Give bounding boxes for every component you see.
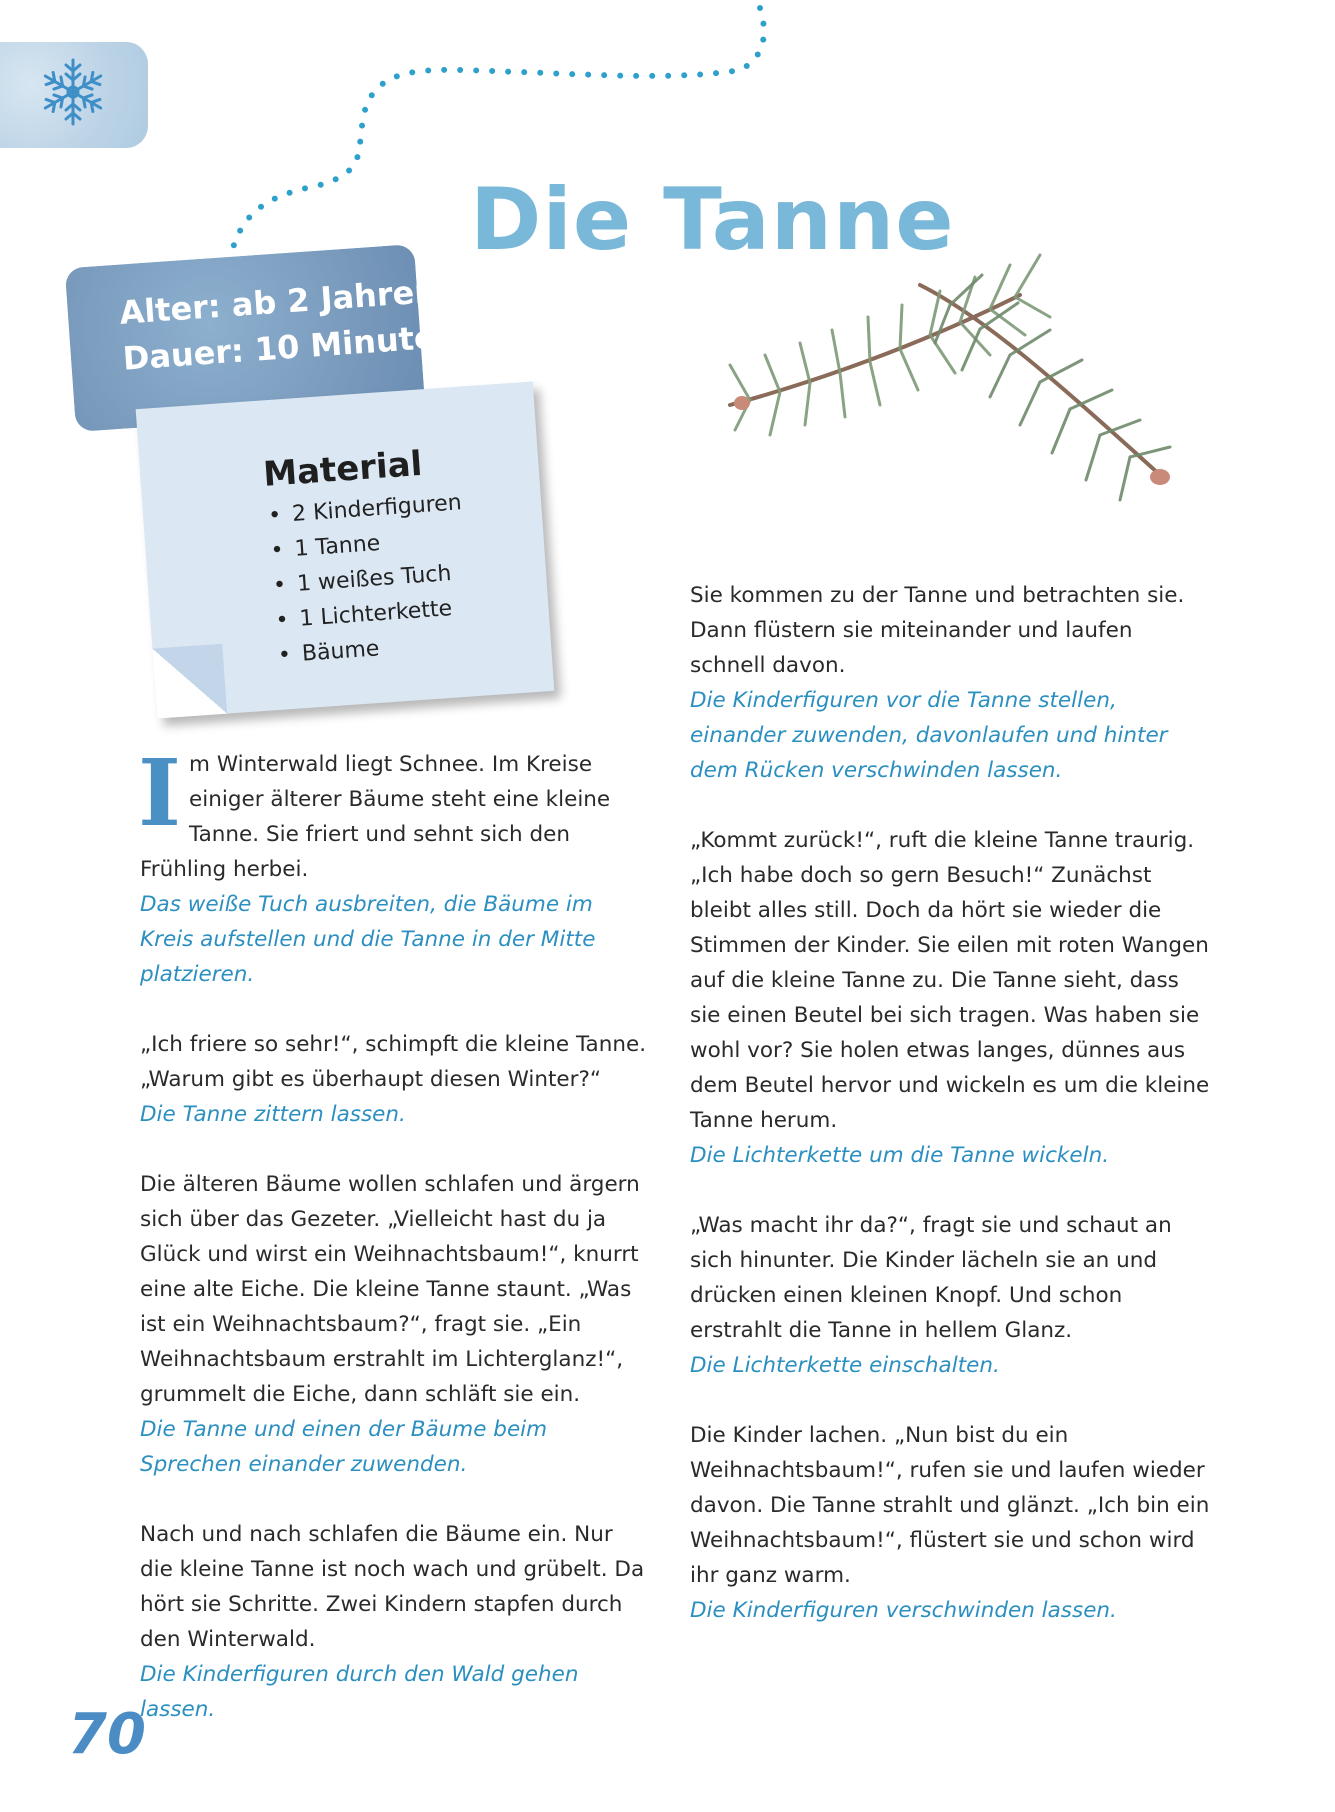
story-text: „Kommt zurück!“, ruft die kleine Tanne traurig. „Ich habe doch so gern Besuch!“ Zunächst bleibt alles still. Doch da hört sie wieder die Stimmen der Kinder. Sie eilen mit roten Wangen auf die kleine Tanne zu. Die Tanne sieht, dass sie einen Beutel bei sich tragen. Was haben sie wohl vor? Sie holen etwas langes, dünnes aus dem Beutel hervor und wickeln es um die kleine Tanne herum.	[690, 828, 1210, 1133]
story-text: Sie kommen zu der Tanne und betrachten sie. Dann flüstern sie miteinander und laufen schnell davon.	[690, 583, 1185, 678]
story-paragraph	[690, 823, 1210, 1173]
material-heading: Material	[262, 443, 424, 495]
snowflake-icon	[38, 54, 108, 130]
material-item: • 1 Tanne	[293, 520, 465, 567]
story-paragraph	[140, 1517, 650, 1727]
material-content	[262, 441, 473, 673]
story-paragraph	[140, 1027, 650, 1132]
age-label: Alter: ab 2 Jahren	[118, 271, 439, 332]
material-item: • 2 Kinderfiguren	[291, 485, 463, 532]
story-paragraph	[690, 1208, 1210, 1383]
material-item: • 1 Lichterkette	[298, 590, 470, 637]
stage-instruction: Das weiße Tuch ausbreiten, die Bäume im Kreis aufstellen und die Tanne in der Mitte platzieren.	[140, 892, 596, 987]
story-paragraph	[140, 1167, 650, 1482]
story-column-right	[690, 578, 1210, 1663]
material-item: • 1 weißes Tuch	[296, 555, 468, 602]
story-text: Die Kinder lachen. „Nun bist du ein Weihnachtsbaum!“, rufen sie und laufen wieder davon. Die Tanne strahlt und glänzt. „Ich bin ein Weihnachtsbaum!“, flüstert sie und schon wird ihr ganz warm.	[690, 1423, 1210, 1588]
story-paragraph	[690, 578, 1210, 788]
fir-branch-illustration	[720, 225, 1200, 545]
stage-instruction: Die Lichterkette um die Tanne wickeln.	[690, 1143, 1110, 1168]
story-text: Die älteren Bäume wollen schlafen und ärgern sich über das Gezeter. „Vielleicht hast du ja Glück und wirst ein Weihnachtsbaum!“, knurrt eine alte Eiche. Die kleine Tanne staunt. „Was ist ein Weihnachtsbaum?“, fragt sie. „Ein Weihnachtsbaum erstrahlt im Lichterglanz!“, grummelt die Eiche, dann schläft sie ein.	[140, 1172, 640, 1407]
stage-instruction: Die Kinderfiguren vor die Tanne stellen, einander zuwenden, davonlaufen und hinter dem Rücken verschwinden lassen.	[690, 688, 1168, 783]
story-text: Nach und nach schlafen die Bäume ein. Nur die kleine Tanne ist noch wach und grübelt. Da hört sie Schritte. Zwei Kindern stapfen durch den Winterwald.	[140, 1522, 645, 1652]
stage-instruction: Die Lichterkette einschalten.	[690, 1353, 1000, 1378]
story-text: m Winterwald liegt Schnee. Im Kreise einiger älterer Bäume steht eine kleine Tanne. Sie friert und sehnt sich den Frühling herbei.	[140, 752, 611, 882]
stage-instruction: Die Tanne und einen der Bäume beim Sprechen einander zuwenden.	[140, 1417, 548, 1477]
corner-tab	[0, 42, 148, 148]
story-text: „Was macht ihr da?“, fragt sie und schaut an sich hinunter. Die Kinder lächeln sie an und drücken einen kleinen Knopf. Und schon erstrahlt die Tanne in hellem Glanz.	[690, 1213, 1172, 1343]
story-paragraph	[690, 1418, 1210, 1628]
story-text: „Ich friere so sehr!“, schimpft die kleine Tanne. „Warum gibt es überhaupt diesen Winter?“	[140, 1032, 647, 1092]
story-paragraph	[138, 739, 650, 992]
material-item: • Bäume	[301, 625, 473, 672]
stage-instruction: Die Kinderfiguren verschwinden lassen.	[690, 1598, 1117, 1623]
material-list	[265, 485, 473, 673]
drop-cap: I	[138, 739, 182, 847]
page-title: Die Tanne	[470, 170, 955, 270]
stage-instruction: Die Kinderfiguren durch den Wald gehen lassen.	[140, 1662, 579, 1722]
page-number: 70	[68, 1702, 146, 1767]
story-column-left	[138, 739, 650, 1762]
stage-instruction: Die Tanne zittern lassen.	[140, 1102, 406, 1127]
duration-label: Dauer: 10 Minuten	[121, 316, 460, 378]
note-fold	[152, 644, 227, 719]
